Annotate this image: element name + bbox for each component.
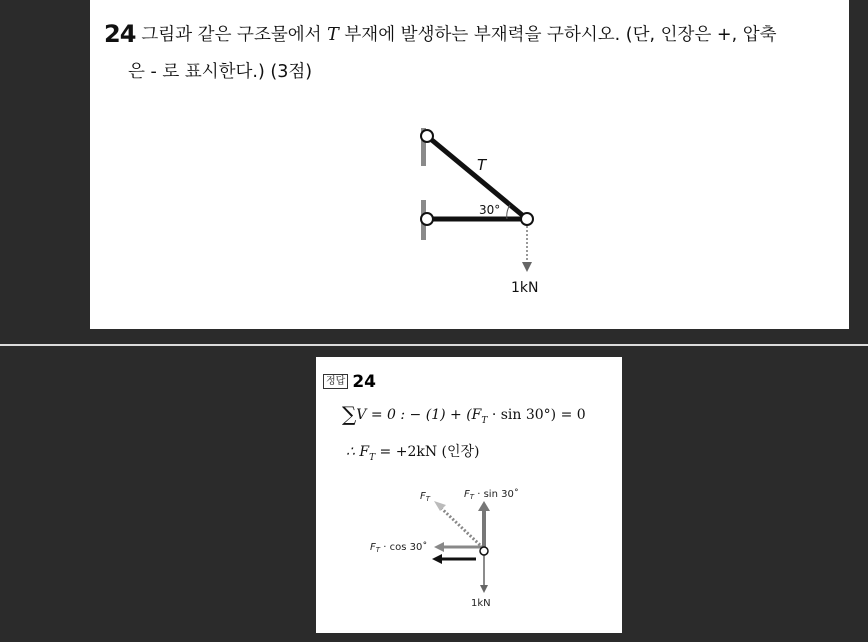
answer-panel xyxy=(316,357,622,633)
question-line-2: 은 - 로 표시한다.) (3점) xyxy=(128,62,313,82)
ft-arrow-head xyxy=(434,501,446,511)
force-diagram xyxy=(316,357,622,633)
answer-number: 24 xyxy=(352,372,376,392)
structure-figure xyxy=(90,0,849,329)
equation-2-sub: T xyxy=(369,453,376,463)
left-hinge xyxy=(421,213,433,225)
equation-2-prefix: ∴ F xyxy=(346,444,370,460)
top-hinge xyxy=(421,130,433,142)
question-number: 24 xyxy=(104,20,136,48)
load-label: 1kN xyxy=(511,280,539,296)
ft-label: $F_T$ xyxy=(420,491,431,503)
panel-separator xyxy=(0,344,868,346)
vertical-arrow-head xyxy=(478,501,490,511)
member-t-label: T xyxy=(477,156,487,174)
vertical-component-label: $F_T \cdot \sin$ 30˚ xyxy=(464,489,519,501)
joint-hinge xyxy=(480,547,488,555)
question-member: T xyxy=(327,25,339,45)
horizontal-component-label: $F_T \cdot \cos$ 30˚ xyxy=(370,542,428,554)
load-arrow-head xyxy=(480,585,488,593)
angle-label: 30° xyxy=(479,203,501,217)
load-arrow-head xyxy=(522,262,532,272)
question-text-before: 그림과 같은 구조물에서 xyxy=(141,25,328,45)
equation-1-rhs: · sin 30°) = 0 xyxy=(487,407,586,423)
horizontal-reaction-head xyxy=(432,554,442,564)
answer-badge: 정답 xyxy=(323,374,348,389)
ft-dotted-arrow xyxy=(440,507,480,545)
load-label: 1kN xyxy=(471,598,491,609)
question-panel xyxy=(90,0,849,329)
equation-2-rhs: = +2kN (인장) xyxy=(375,444,480,460)
question-text-after: 부재에 발생하는 부재력을 구하시오. (단, 인장은 +, 압축 xyxy=(338,25,777,45)
equation-1-sub: T xyxy=(481,416,488,426)
joint-hinge xyxy=(521,213,533,225)
equation-1-lhs: V = 0 : − (1) + (F xyxy=(356,407,482,423)
member-t xyxy=(427,136,527,219)
horizontal-arrow-head xyxy=(434,542,444,552)
sigma-symbol: ∑ xyxy=(342,402,357,426)
